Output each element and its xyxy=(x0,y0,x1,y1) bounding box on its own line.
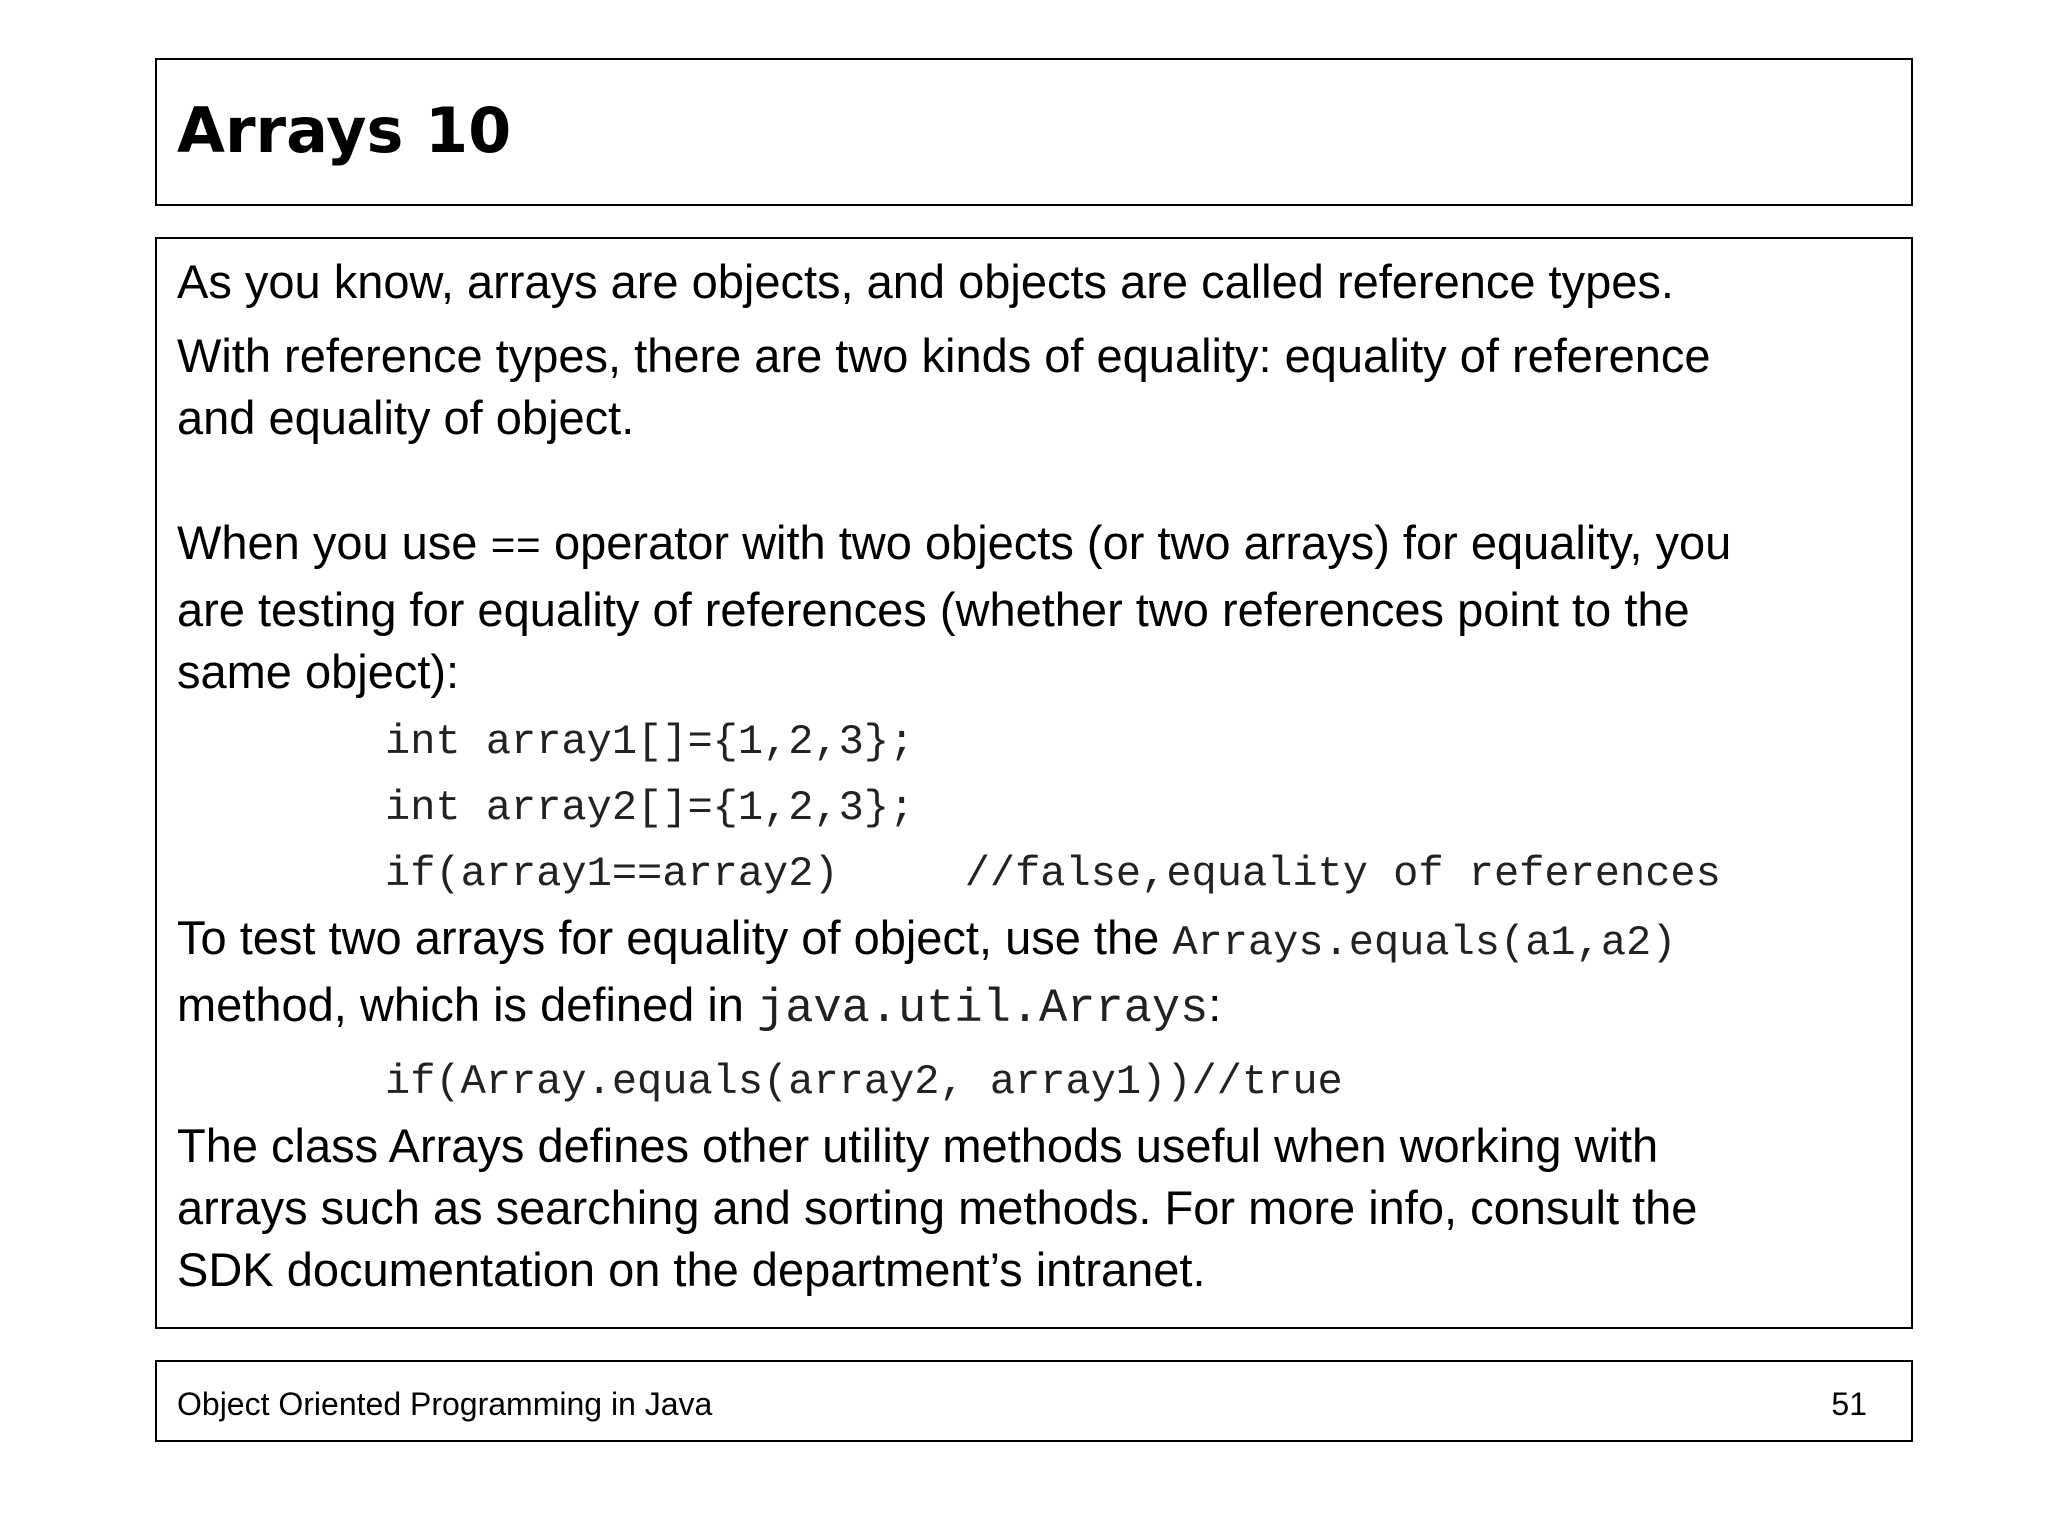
code-line-array-equals: if(Array.equals(array2, array1))//true xyxy=(385,1058,1343,1106)
equality-operator: == xyxy=(490,524,541,572)
code-line-array1: int array1[]={1,2,3}; xyxy=(385,718,915,766)
paragraph-equality-kinds-line1: With reference types, there are two kinds of equality: equality of reference xyxy=(177,329,1711,382)
slide-content xyxy=(177,239,1891,1301)
operator-text-pre: When you use xyxy=(177,516,491,569)
method-defined-text: method, which is defined in xyxy=(177,978,757,1031)
paragraph-utility-line3: SDK documentation on the department’s intranet. xyxy=(177,1243,1206,1296)
colon-text: : xyxy=(1208,978,1222,1031)
arrays-equals-text: To test two arrays for equality of object, use the xyxy=(177,911,1173,964)
footer-box xyxy=(155,1360,1913,1442)
paragraph-operator-line1 xyxy=(177,512,1891,579)
paragraph-operator-line2: are testing for equality of references (whether two references point to the xyxy=(177,583,1690,636)
paragraph-arrays-equals-line2 xyxy=(177,974,1891,1041)
slide-title: Arrays 10 xyxy=(177,94,512,167)
operator-text-post: operator with two objects (or two arrays) for equality, you xyxy=(540,516,1732,569)
java-util-arrays-code: java.util.Arrays xyxy=(757,983,1209,1036)
content-box xyxy=(155,237,1913,1329)
paragraph-utility-line1: The class Arrays defines other utility methods useful when working with xyxy=(177,1119,1659,1172)
code-line-compare: if(array1==array2) //false,equality of references xyxy=(385,850,1721,898)
paragraph-operator-line3: same object): xyxy=(177,645,460,698)
arrays-equals-code: Arrays.equals(a1,a2) xyxy=(1172,919,1677,967)
title-box xyxy=(155,58,1913,206)
code-line-array2: int array2[]={1,2,3}; xyxy=(385,784,915,832)
paragraph-reference-types: As you know, arrays are objects, and objects are called reference types. xyxy=(177,255,1674,308)
paragraph-utility-line2: arrays such as searching and sorting methods. For more info, consult the xyxy=(177,1181,1698,1234)
paragraph-arrays-equals-line1 xyxy=(177,907,1891,974)
footer-page-number: 51 xyxy=(1831,1386,1867,1422)
footer-course-title: Object Oriented Programming in Java xyxy=(177,1386,713,1422)
paragraph-equality-kinds-line2: and equality of object. xyxy=(177,391,635,444)
